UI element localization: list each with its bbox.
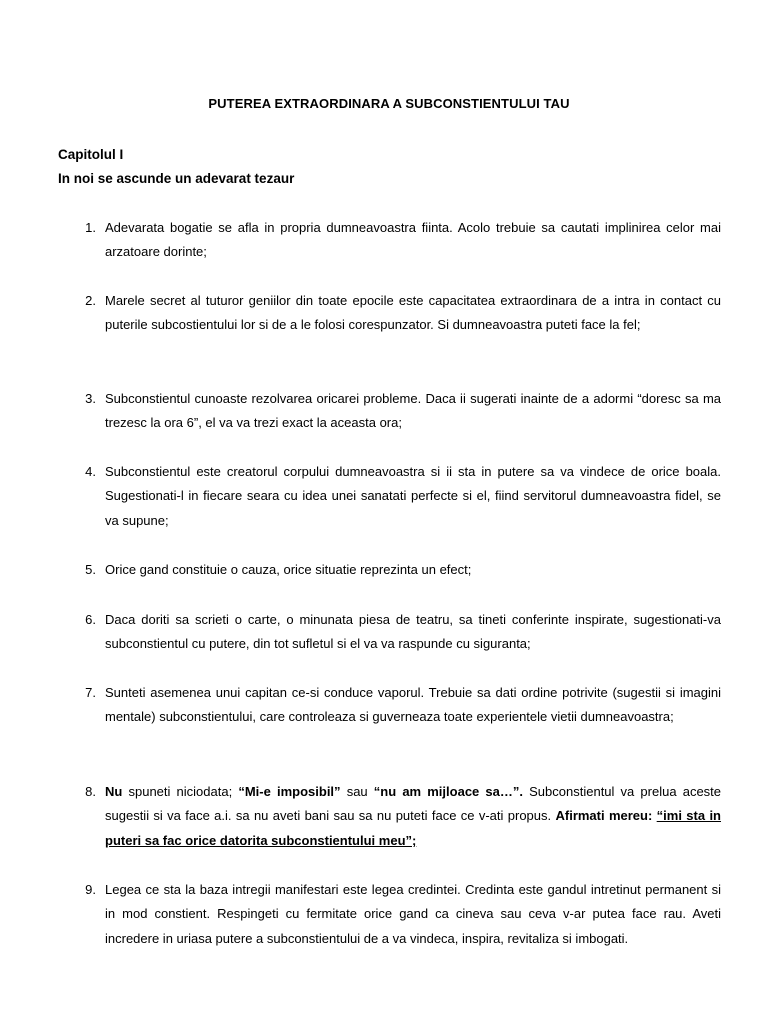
list-item-number: 8. [85, 784, 96, 799]
list-item-text [105, 608, 721, 657]
list-item-number: 1. [85, 220, 96, 235]
list-item-text-segment: Marele secret al tuturor geniilor din toate epocile este capacitatea extraordinara de a intra in contact cu puterile subcostientului lor si de a le folosi corespunzator. Si dumneavoastra puteti face la fel; [105, 293, 721, 333]
list-item-text [105, 387, 721, 436]
list-item-text [105, 216, 721, 265]
list-item-text-segment: Legea ce sta la baza intregii manifestari este legea credintei. Credinta este gandul intretinut permanent si in mod constient. Respingeti cu fermitate orice gand ca cineva sau ceva v-ar putea face rau. Aveti incredere in uriasa putere a subconstientului de a va vindeca, inspira, revitaliza si imbogati. [105, 882, 721, 946]
list-item-text-segment: Daca doriti sa scrieti o carte, o minunata piesa de teatru, sa tineti conferinte inspirate, sugestionati-va subconstientul cu putere, din tot sufletul si el va va raspunde cu siguranta; [105, 612, 721, 652]
list-item-text-segment: sau [340, 784, 374, 799]
list-item-text-segment: Subconstientul cunoaste rezolvarea oricarei probleme. Daca ii sugerati inainte de a adormi “doresc sa ma trezesc la ora 6”, el va va trezi exact la aceasta ora; [105, 391, 721, 431]
chapter-label: Capitolul I [58, 147, 124, 162]
list-item-text-segment: Adevarata bogatie se afla in propria dumneavoastra fiinta. Acolo trebuie sa cautati implinirea celor mai arzatoare dorinte; [105, 220, 721, 260]
list-item-number: 2. [85, 293, 96, 308]
list-item-text-segment: Afirmati mereu: [555, 808, 653, 824]
list-item-number: 7. [85, 685, 96, 700]
list-item-text-segment: “Mi-e imposibil” [238, 784, 341, 799]
list-item-text-segment: Sunteti asemenea unui capitan ce-si conduce vaporul. Trebuie sa dati ordine potrivite (sugestii si imagini mentale) subconstientului, care controleaza si guverneaza toate experientele vietii dumneavoastra; [105, 685, 721, 725]
list-item-number: 4. [85, 464, 96, 479]
list-item-number: 5. [85, 562, 96, 577]
list-item-text-segment: Nu [105, 784, 123, 799]
list-item-text [105, 289, 721, 338]
list-item-number: 6. [85, 612, 96, 627]
document-title: PUTEREA EXTRAORDINARA A SUBCONSTIENTULUI TAU [208, 96, 570, 111]
list-item-text-segment: “nu am mijloace sa…”. [373, 784, 523, 799]
list-item-text [105, 878, 721, 951]
list-item-number: 3. [85, 391, 96, 406]
list-item-text [105, 780, 721, 853]
chapter-subtitle: In noi se ascunde un adevarat tezaur [58, 171, 295, 186]
list-item-text [105, 460, 721, 533]
list-item-text [105, 558, 721, 582]
list-item-text-segment: Subconstientul este creatorul corpului dumneavoastra si ii sta in putere sa va vindece de orice boala. Sugestionati-l in fiecare seara cu idea unei sanatati perfecte si el, fiind servitorul dumneavoastra fidel, se va supune; [105, 464, 721, 528]
list-item-number: 9. [85, 882, 96, 897]
list-item-text [105, 681, 721, 730]
list-item-text-segment: spuneti niciodata; [122, 784, 239, 799]
list-item-text-segment: Orice gand constituie o cauza, orice situatie reprezinta un efect; [105, 562, 472, 577]
list-item-text-segment: “imi sta in puteri sa fac orice datorita subconstientului meu”; [105, 808, 721, 848]
list-item-text-segment: Subconstientul va prelua aceste sugestii si va face a.i. sa nu aveti bani sau sa nu puteti face ce v-ati propus. [105, 784, 722, 824]
